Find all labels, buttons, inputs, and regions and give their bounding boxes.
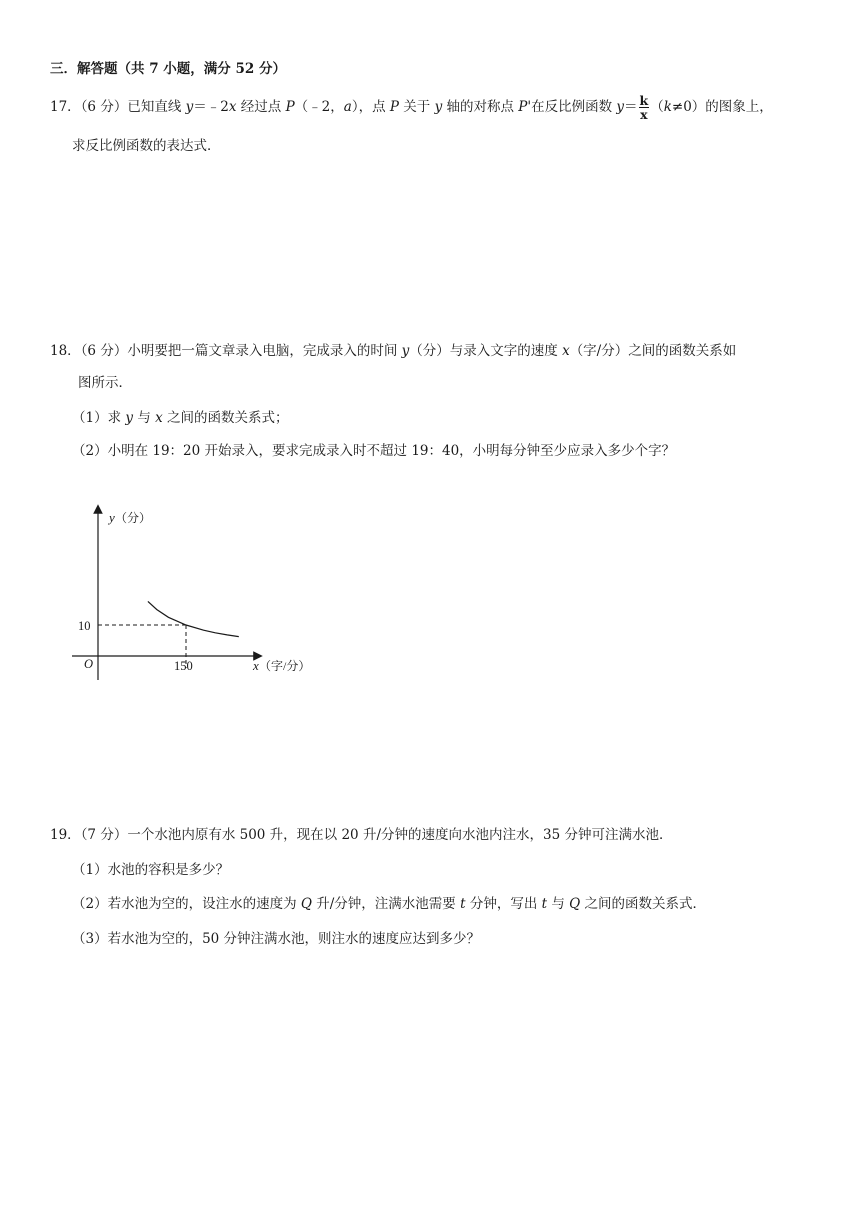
math-var: x bbox=[562, 343, 570, 359]
text: 在反比例函数 bbox=[531, 99, 617, 115]
inverse-curve bbox=[148, 601, 239, 636]
math-var: y bbox=[125, 410, 134, 426]
fraction bbox=[639, 94, 650, 121]
text: 关于 bbox=[398, 99, 435, 115]
math-var: P bbox=[389, 99, 399, 115]
text: 升/分钟，注满水池需要 bbox=[311, 896, 461, 912]
question-18-line-1 bbox=[50, 342, 736, 360]
text: 与 bbox=[133, 410, 156, 426]
text: 分钟，写出 bbox=[465, 896, 542, 912]
text: ＝ bbox=[624, 99, 638, 115]
question-17-line-1 bbox=[50, 94, 773, 121]
math-var: y bbox=[434, 99, 443, 115]
inverse-function-graph bbox=[0, 495, 330, 695]
question-number: 18． bbox=[50, 343, 81, 359]
text: 小明要把一篇文章录入电脑，完成录入的时间 bbox=[127, 343, 402, 359]
question-19-line-1 bbox=[50, 826, 672, 844]
text: 一个水池内原有水 500 升，现在以 20 升/分钟的速度向水池内注水，35 分钟可注满水池． bbox=[127, 827, 673, 843]
question-score: （7 分） bbox=[80, 827, 128, 843]
math-var: x bbox=[155, 410, 163, 426]
text: （分）与录入文字的速度 bbox=[409, 343, 563, 359]
math-var: x bbox=[228, 99, 237, 115]
text: （2）若水池为空的，设注水的速度为 bbox=[72, 896, 301, 912]
text: 经过点 bbox=[236, 99, 286, 115]
math-var: Q bbox=[569, 896, 581, 912]
x-axis-var: x bbox=[253, 658, 259, 673]
x-axis-unit: （字/分） bbox=[259, 659, 311, 673]
text: 已知直线 bbox=[127, 99, 186, 115]
question-17-line-2: 求反比例函数的表达式． bbox=[72, 138, 221, 154]
text: ＝﹣2 bbox=[193, 99, 229, 115]
question-18-sub-1 bbox=[72, 409, 289, 427]
text: 与 bbox=[547, 896, 570, 912]
text: ≠0）的图象上， bbox=[671, 99, 773, 115]
origin-label: O bbox=[84, 657, 94, 671]
math-var: y bbox=[185, 99, 194, 115]
fraction-numerator: k bbox=[639, 93, 649, 108]
math-var: y bbox=[616, 99, 625, 115]
math-var: k bbox=[663, 99, 672, 115]
math-var: P' bbox=[518, 99, 532, 115]
text: （1）求 bbox=[72, 410, 126, 426]
question-score: （6 分） bbox=[80, 343, 128, 359]
text: ），点 bbox=[351, 99, 390, 115]
question-18-line-2: 图所示． bbox=[78, 375, 132, 391]
section-title: 三．解答题（共 7 小题，满分 52 分） bbox=[50, 61, 286, 77]
math-var: y bbox=[401, 343, 410, 359]
text: 之间的函数关系式； bbox=[162, 410, 289, 426]
fraction-denominator: x bbox=[640, 107, 648, 122]
math-var: t bbox=[541, 896, 548, 912]
y-tick-label: 10 bbox=[78, 619, 91, 633]
x-tick-label: 150 bbox=[174, 659, 193, 673]
text: 轴的对称点 bbox=[442, 99, 519, 115]
text: （字/分）之间的函数关系如 bbox=[569, 343, 737, 359]
question-number: 17． bbox=[50, 99, 81, 115]
math-var: P bbox=[285, 99, 295, 115]
question-19-sub-1: （1）水池的容积是多少？ bbox=[72, 862, 230, 878]
text: 之间的函数关系式． bbox=[580, 896, 707, 912]
question-number: 19． bbox=[50, 827, 81, 843]
math-var: a bbox=[343, 99, 352, 115]
text: （﹣2， bbox=[294, 99, 344, 115]
question-19-sub-3: （3）若水池为空的，50 分钟注满水池，则注水的速度应达到多少？ bbox=[72, 931, 481, 947]
math-var: Q bbox=[300, 896, 312, 912]
text: （ bbox=[650, 99, 664, 115]
math-var: t bbox=[460, 896, 466, 912]
question-18-sub-2: （2）小明在 19：20 开始录入，要求完成录入时不超过 19：40，小明每分钟至少应录入多少个字？ bbox=[72, 443, 676, 459]
question-19-sub-2 bbox=[72, 895, 706, 913]
y-axis-unit: （分） bbox=[115, 511, 152, 525]
y-axis-var: y bbox=[109, 510, 115, 525]
question-score: （6 分） bbox=[80, 99, 128, 115]
